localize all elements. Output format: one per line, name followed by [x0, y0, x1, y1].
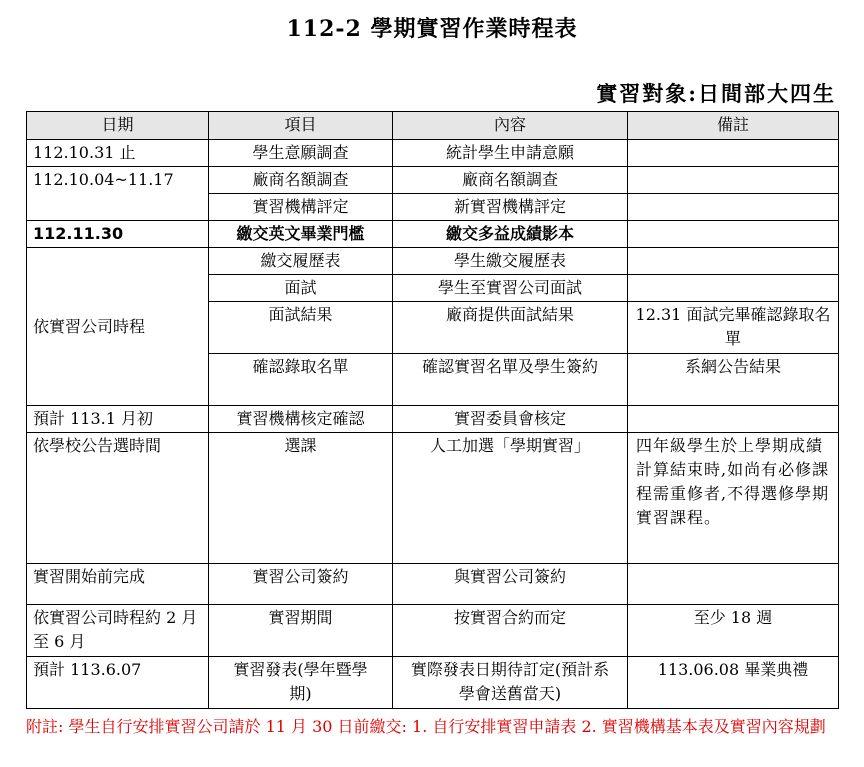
date-cell: 預計 113.6.07 — [27, 657, 209, 709]
content-cell: 按實習合約而定 — [393, 605, 628, 657]
schedule-table — [26, 111, 839, 709]
table-row — [27, 605, 839, 657]
content-cell: 廠商提供面試結果 — [393, 302, 628, 354]
content-cell: 實際發表日期待訂定(預計系學會送舊當天) — [393, 657, 628, 709]
date-cell: 依實習公司時程約 2 月至 6 月 — [27, 605, 209, 657]
item-cell: 實習公司簽約 — [209, 564, 393, 605]
item-cell: 實習機構評定 — [209, 194, 393, 221]
content-cell: 人工加選「學期實習」 — [393, 433, 628, 564]
note-cell: 四年級學生於上學期成績計算結束時,如尚有必修課程需重修者,不得選修學期實習課程。 — [628, 433, 839, 564]
item-cell: 面試 — [209, 275, 393, 302]
note-cell: 113.06.08 畢業典禮 — [628, 657, 839, 709]
item-cell: 確認錄取名單 — [209, 354, 393, 406]
table-row — [27, 406, 839, 433]
header-note: 備註 — [628, 112, 839, 140]
date-cell: 112.11.30 — [27, 221, 209, 248]
note-cell — [628, 140, 839, 167]
content-cell: 繳交多益成績影本 — [393, 221, 628, 248]
date-cell: 預計 113.1 月初 — [27, 406, 209, 433]
content-cell: 確認實習名單及學生簽約 — [393, 354, 628, 406]
date-cell: 實習開始前完成 — [27, 564, 209, 605]
item-cell: 學生意願調查 — [209, 140, 393, 167]
table-row — [27, 167, 839, 194]
table-header-row — [27, 112, 839, 140]
date-cell: 112.10.31 止 — [27, 140, 209, 167]
note-cell — [628, 564, 839, 605]
footnote: 附註: 學生自行安排實習公司請於 11 月 30 日前繳交: 1. 自行安排實習申請表 2. 實習機構基本表及實習內容規劃 — [26, 717, 826, 736]
table-row — [27, 564, 839, 605]
date-cell: 112.10.04~11.17 — [27, 167, 209, 221]
table-row — [27, 221, 839, 248]
item-cell: 實習發表(學年暨學期) — [209, 657, 393, 709]
date-cell: 依學校公告選時間 — [27, 433, 209, 564]
note-cell: 12.31 面試完畢確認錄取名單 — [628, 302, 839, 354]
note-cell — [628, 167, 839, 194]
header-item: 項目 — [209, 112, 393, 140]
content-cell: 廠商名額調查 — [393, 167, 628, 194]
table-row — [27, 657, 839, 709]
item-cell: 繳交履歷表 — [209, 248, 393, 275]
item-cell: 選課 — [209, 433, 393, 564]
table-row — [27, 433, 839, 564]
note-cell — [628, 221, 839, 248]
item-cell: 實習機構核定確認 — [209, 406, 393, 433]
date-cell: 依實習公司時程 — [27, 248, 209, 406]
note-cell — [628, 406, 839, 433]
header-content: 內容 — [393, 112, 628, 140]
note-cell: 系網公告結果 — [628, 354, 839, 406]
header-date: 日期 — [27, 112, 209, 140]
content-cell: 與實習公司簽約 — [393, 564, 628, 605]
note-cell — [628, 194, 839, 221]
note-cell: 至少 18 週 — [628, 605, 839, 657]
table-row — [27, 140, 839, 167]
note-cell — [628, 248, 839, 275]
content-cell: 統計學生申請意願 — [393, 140, 628, 167]
page-title: 112-2 學期實習作業時程表 — [286, 16, 578, 42]
note-cell — [628, 275, 839, 302]
table-row — [27, 248, 839, 275]
item-cell: 繳交英文畢業門檻 — [209, 221, 393, 248]
target-audience: 實習對象:日間部大四生 — [596, 81, 836, 106]
content-cell: 新實習機構評定 — [393, 194, 628, 221]
content-cell: 學生繳交履歷表 — [393, 248, 628, 275]
content-cell: 實習委員會核定 — [393, 406, 628, 433]
item-cell: 實習期間 — [209, 605, 393, 657]
content-cell: 學生至實習公司面試 — [393, 275, 628, 302]
item-cell: 廠商名額調查 — [209, 167, 393, 194]
item-cell: 面試結果 — [209, 302, 393, 354]
